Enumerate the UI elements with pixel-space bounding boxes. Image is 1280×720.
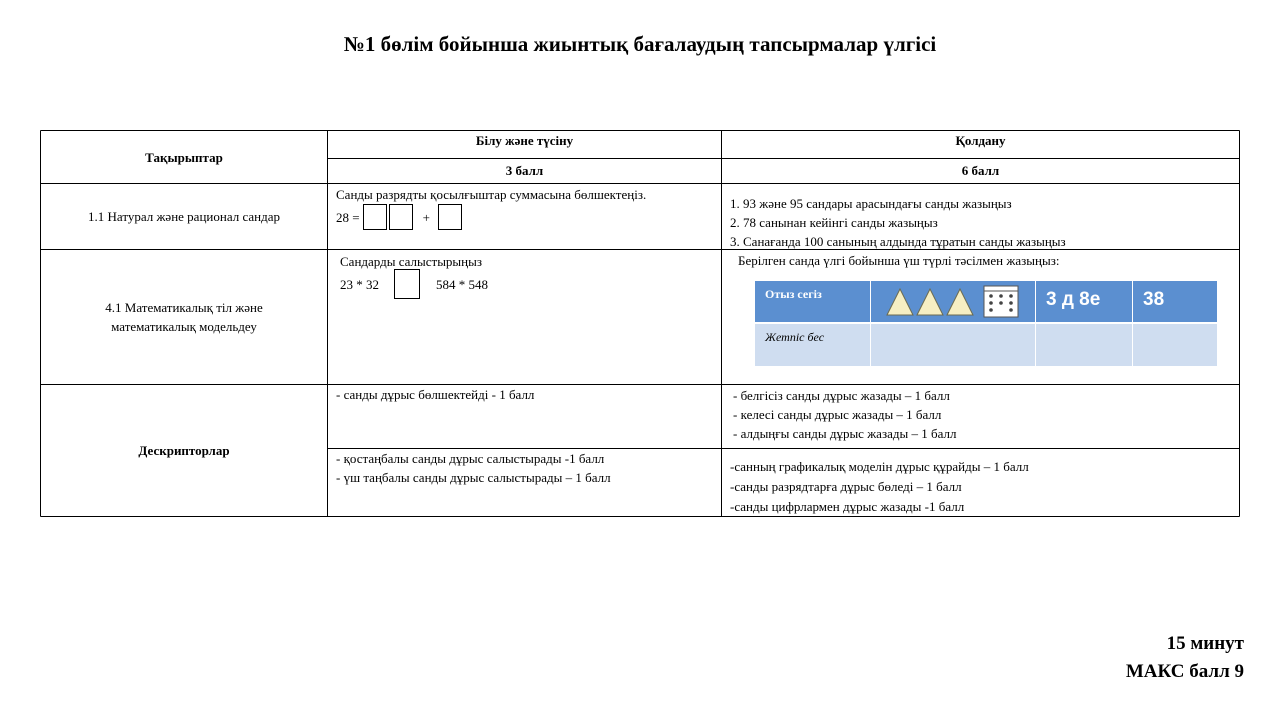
descriptor-knowledge-1: - санды дұрыс бөлшектейді - 1 балл bbox=[336, 387, 535, 402]
application-item: 1. 93 және 95 сандары арасындағы санды жазыңыз bbox=[730, 196, 1012, 211]
row2-comparison bbox=[340, 268, 720, 300]
header-knowledge: Білу және түсіну bbox=[475, 133, 574, 148]
footer bbox=[1126, 630, 1244, 686]
graphic-model-cell bbox=[871, 281, 1035, 322]
example-table bbox=[755, 281, 1217, 366]
header-application-points: 6 балл bbox=[961, 163, 1000, 178]
time-limit: 15 минут bbox=[1166, 633, 1244, 654]
compare-right: 584 * 548 bbox=[436, 276, 488, 292]
graphic-model bbox=[871, 281, 1035, 322]
descriptor-application-2 bbox=[730, 457, 1239, 517]
row1-application-list bbox=[730, 194, 1239, 251]
max-score: МАКС балл 9 bbox=[1125, 661, 1244, 682]
descriptor-application-1 bbox=[733, 386, 1239, 443]
row2-knowledge-task: Сандарды салыстырыңыз bbox=[340, 254, 482, 269]
descriptors-label: Дескрипторлар bbox=[138, 443, 230, 458]
row2-application-task: Берілген санда үлгі бойынша үш түрлі тәсілмен жазыңыз: bbox=[738, 253, 1060, 268]
expr-plus: + bbox=[422, 209, 430, 225]
descriptor-item: - қостаңбалы санды дұрыс салыстырады -1 балл bbox=[336, 451, 605, 466]
answer-box-tens[interactable] bbox=[363, 204, 387, 230]
example-label-38: Отыз сегіз bbox=[755, 281, 870, 322]
descriptor-item: -санды цифрлармен дұрыс жазады -1 балл bbox=[730, 499, 965, 514]
header-application: Қолдану bbox=[955, 133, 1006, 148]
compare-left: 23 * 32 bbox=[340, 276, 379, 292]
row2-topic bbox=[41, 250, 327, 384]
answer-box-addend[interactable] bbox=[438, 204, 462, 230]
application-item: 2. 78 санынан кейінгі санды жазыңыз bbox=[730, 215, 938, 230]
answer-box-ones[interactable] bbox=[389, 204, 413, 230]
task-digits-cell[interactable] bbox=[1133, 324, 1217, 366]
example-digits: 38 bbox=[1133, 281, 1217, 322]
row2-topic-line1: 4.1 Математикалық тіл және bbox=[105, 300, 263, 315]
triangle-icon bbox=[947, 289, 973, 315]
row1-knowledge-task: Санды разрядты қосылғыштар суммасына бөлшектеңіз. bbox=[336, 187, 647, 202]
example-place-value: 3 д 8е bbox=[1036, 281, 1132, 322]
descriptor-item: - үш таңбалы санды дұрыс салыстырады – 1 балл bbox=[336, 470, 611, 485]
compare-box[interactable] bbox=[394, 269, 420, 299]
task-label-75: Жетпіс бес bbox=[755, 324, 870, 366]
task-graphic-cell[interactable] bbox=[871, 324, 1035, 366]
row2-topic-line2: математикалық модельдеу bbox=[111, 319, 257, 334]
descriptor-item: -санның графикалық моделін дұрыс құрайды – 1 балл bbox=[730, 459, 1029, 474]
descriptor-item: - белгісіз санды дұрыс жазады – 1 балл bbox=[733, 388, 950, 403]
row1-expression bbox=[336, 202, 721, 232]
descriptor-item: - келесі санды дұрыс жазады – 1 балл bbox=[733, 407, 942, 422]
descriptor-item: -санды разрядтарға дұрыс бөледі – 1 балл bbox=[730, 479, 962, 494]
descriptor-knowledge-2 bbox=[336, 449, 721, 487]
dots-card-icon bbox=[984, 286, 1018, 317]
header-topics: Тақырыптар bbox=[145, 149, 223, 165]
descriptor-item: - алдыңғы санды дұрыс жазады – 1 балл bbox=[733, 426, 957, 441]
page-title: №1 бөлім бойынша жиынтық бағалаудың тапсырмалар үлгісі bbox=[343, 32, 937, 56]
triangle-icon bbox=[887, 289, 913, 315]
expr-left: 28 = bbox=[336, 209, 360, 225]
header-knowledge-points: 3 балл bbox=[505, 163, 544, 178]
task-place-value-cell[interactable] bbox=[1036, 324, 1132, 366]
application-item: 3. Санағанда 100 санының алдында тұратын санды жазыңыз bbox=[730, 234, 1066, 249]
triangle-icon bbox=[917, 289, 943, 315]
row1-topic: 1.1 Натурал және рационал сандар bbox=[88, 209, 280, 224]
